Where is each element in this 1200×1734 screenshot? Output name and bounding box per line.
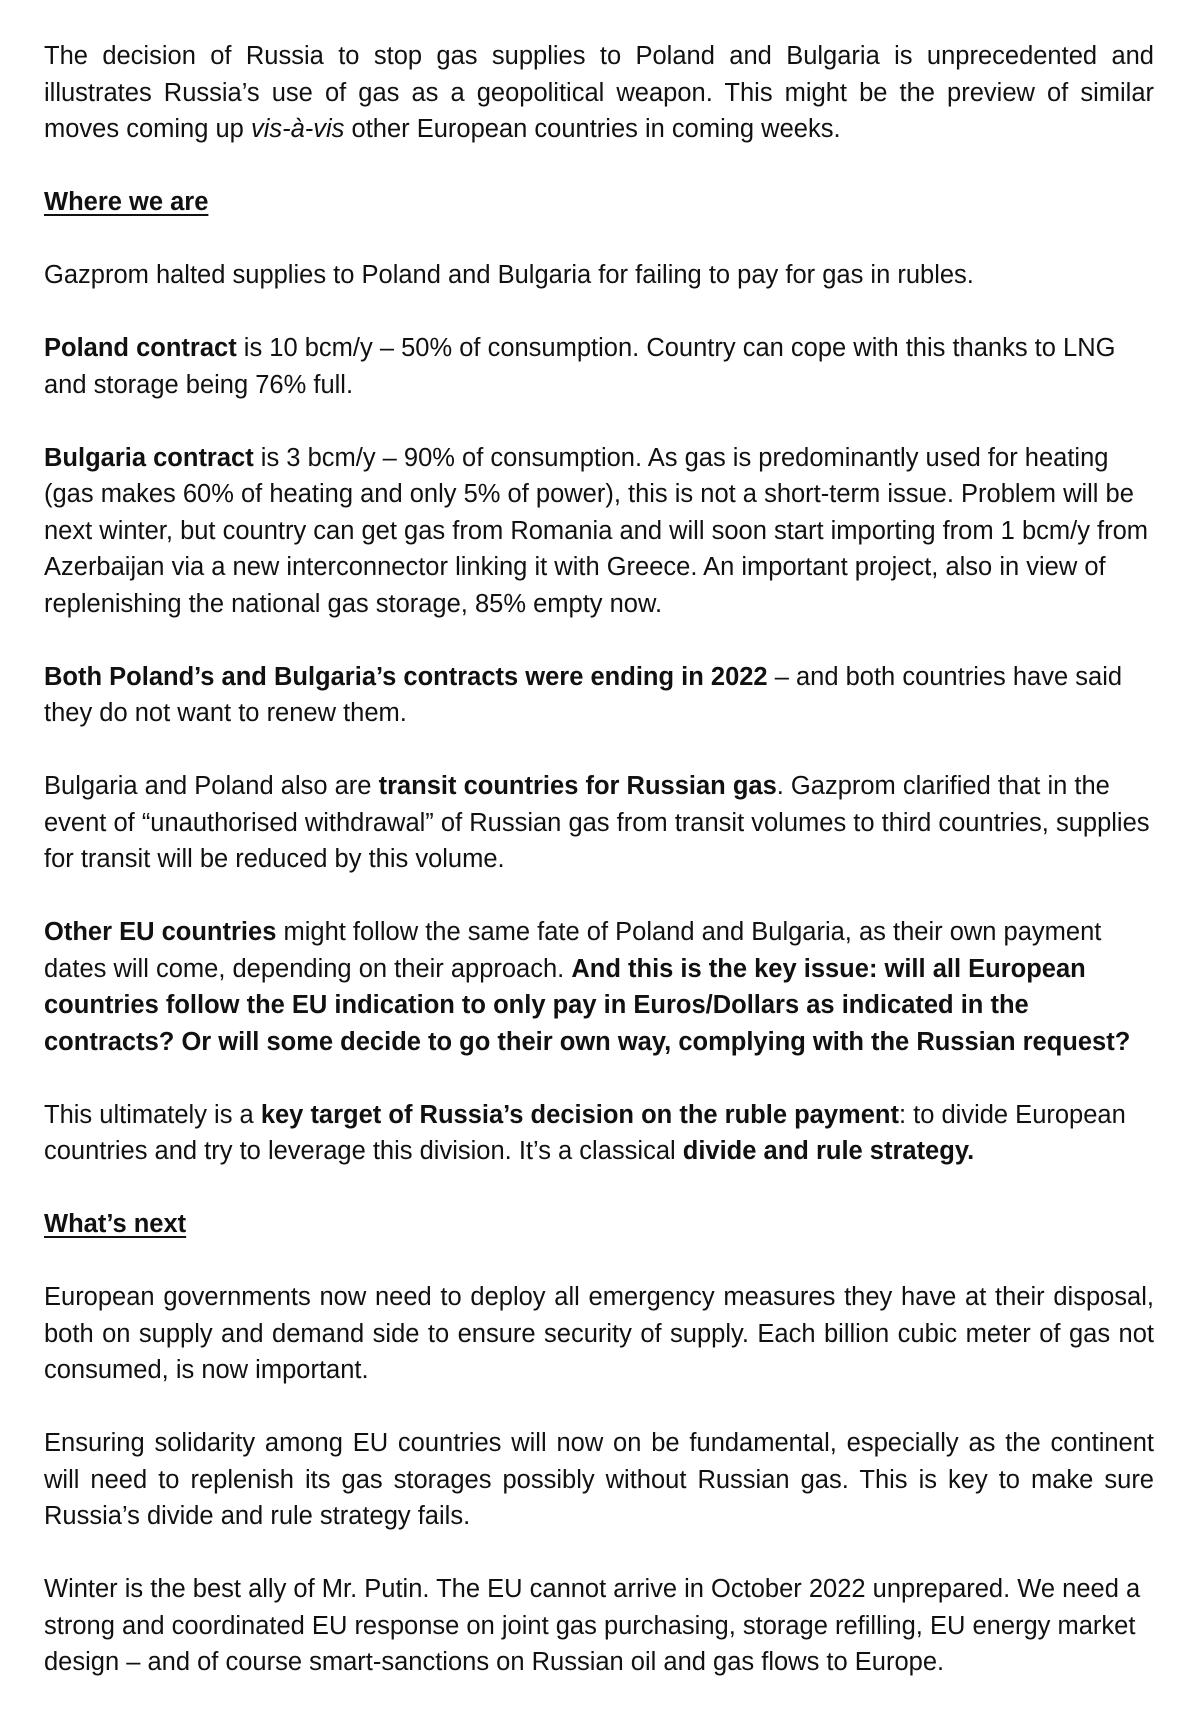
intro-italic-text: vis-à-vis <box>250 115 345 143</box>
paragraph-poland-contract <box>44 330 1154 403</box>
paragraph-solidarity: Ensuring solidarity among EU countries will now on be fundamental, especially as the continent will need to replenish its gas storages possibly without Russian gas. This is key to make sure Russia’s divide and rule strategy fails. <box>44 1429 1154 1530</box>
paragraph-transit-countries <box>44 768 1154 878</box>
key-target-label: key target of Russia’s decision on the ruble payment <box>260 1100 899 1129</box>
key-issue-text: And this is the key issue: will all European countries follow the EU indication to only pay in Euros/Dollars as indicated in the contracts? Or will some decide to go their own way, complying with the Russian request? <box>44 954 1131 1056</box>
intro-text-1: The decision of Russia to stop gas supplies to Poland and Bulgaria is unprecedented and illustrates Russia’s use of gas as a geopolitical weapon. This might be the preview of similar moves coming up <box>44 42 1154 143</box>
paragraph-winter: Winter is the best ally of Mr. Putin. The EU cannot arrive in October 2022 unprepared. We need a strong and coordinated EU response on joint gas purchasing, storage refilling, EU energy market design – and of course smart-sanctions on Russian oil and gas flows to Europe. <box>44 1575 1141 1676</box>
paragraph-gazprom-halt: Gazprom halted supplies to Poland and Bulgaria for failing to pay for gas in rubles. <box>44 261 974 289</box>
intro-paragraph <box>44 38 1154 148</box>
transit-text-2: . Gazprom clarified that in the event of “unauthorised withdrawal” of Russian gas from transit volumes to third countries, supplies for transit will be reduced by this volume. <box>44 772 1150 873</box>
bulgaria-contract-text: is 3 bcm/y – 90% of consumption. As gas is predominantly used for heating (gas makes 60% of heating and only 5% of power), this is not a short-term issue. Problem will be next winter, but country can get gas from Romania and will soon start importing from 1 bcm/y from Azerbaijan via a new interconnector linking it with Greece. An important project, also in view of replenishing the national gas storage, 85% empty now. <box>44 443 1149 618</box>
contracts-ending-text: – and both countries have said they do not want to renew them. <box>44 662 1123 727</box>
key-target-text-1: This ultimately is a <box>44 1100 261 1129</box>
paragraph-bulgaria-contract <box>44 440 1154 623</box>
whats-next-heading: What’s next <box>44 1210 187 1238</box>
other-eu-text: might follow the same fate of Poland and Bulgaria, as their own payment dates will come, depending on their approach. <box>44 918 1102 983</box>
key-target-text-2: : to divide European countries and try to leverage this division. It’s a classical <box>44 1100 1126 1165</box>
intro-text-2: other European countries in coming weeks. <box>344 115 841 143</box>
where-we-are-heading: Where we are <box>44 188 209 216</box>
paragraph-other-eu-countries <box>44 914 1154 1060</box>
paragraph-key-target <box>44 1097 1154 1170</box>
transit-countries-label: transit countries for Russian gas <box>378 772 777 800</box>
other-eu-label: Other EU countries <box>44 918 277 946</box>
paragraph-emergency-measures: European governments now need to deploy all emergency measures they have at their disposal, both on supply and demand side to ensure security of supply. Each billion cubic meter of gas not consumed, is now important. <box>44 1283 1154 1384</box>
bulgaria-contract-label: Bulgaria contract <box>44 443 254 472</box>
paragraph-contracts-ending <box>44 659 1154 732</box>
document-page <box>44 38 1154 1717</box>
poland-contract-label: Poland contract <box>44 334 237 362</box>
divide-and-rule-label: divide and rule strategy. <box>682 1137 975 1165</box>
poland-contract-text: is 10 bcm/y – 50% of consumption. Country can cope with this thanks to LNG and storage being 76% full. <box>44 334 1116 399</box>
contracts-ending-label: Both Poland’s and Bulgaria’s contracts were ending in 2022 <box>44 662 768 691</box>
transit-text-1: Bulgaria and Poland also are <box>44 772 379 800</box>
